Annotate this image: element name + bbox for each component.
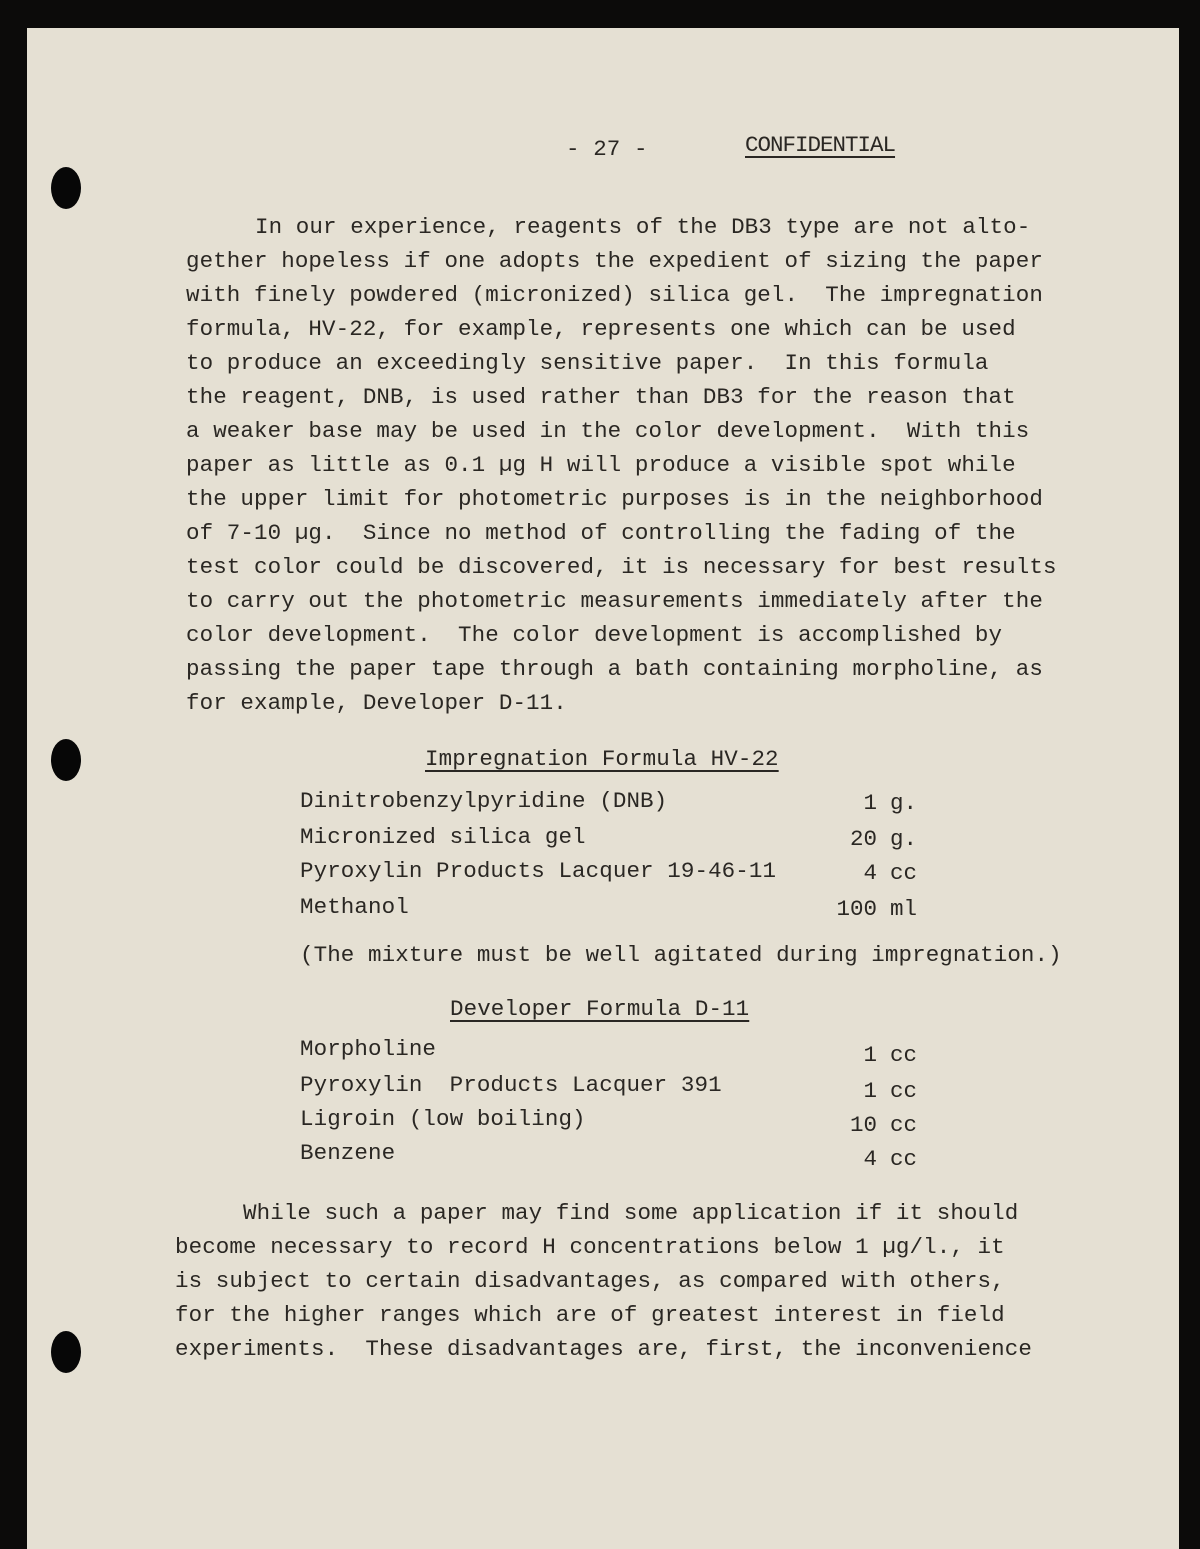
ingredient-quantity: 4 (863, 1146, 877, 1172)
text-line: While such a paper may find some application if it should (243, 1200, 1019, 1226)
text-line: for example, Developer D-11. (186, 690, 567, 716)
text-line: for the higher ranges which are of greatest interest in field (175, 1302, 1005, 1328)
text-line: formula, HV-22, for example, represents one which can be used (186, 316, 1016, 342)
text-line: the reagent, DNB, is used rather than DB3 for the reason that (186, 384, 1016, 410)
text-line: color development. The color development is accomplished by (186, 622, 1003, 648)
punch-hole (51, 1331, 81, 1373)
ingredient-name: Benzene (300, 1140, 396, 1166)
ingredient-unit: ml (890, 896, 918, 922)
ingredient-name: Pyroxylin Products Lacquer 19-46-11 (300, 858, 777, 884)
impregnation-title: Impregnation Formula HV-22 (425, 746, 779, 772)
ingredient-unit: cc (890, 860, 918, 886)
text-line: In our experience, reagents of the DB3 type are not alto- (255, 214, 1031, 240)
punch-hole (51, 739, 81, 781)
impregnation-note: (The mixture must be well agitated during impregnation.) (300, 942, 1062, 968)
ingredient-quantity: 4 (863, 860, 877, 886)
ingredient-quantity: 10 (849, 1112, 877, 1138)
text-line: is subject to certain disadvantages, as compared with others, (175, 1268, 1005, 1294)
text-line: test color could be discovered, it is necessary for best results (186, 554, 1057, 580)
text-line: passing the paper tape through a bath containing morpholine, as (186, 656, 1043, 682)
ingredient-unit: cc (890, 1146, 918, 1172)
ingredient-quantity: 1 (863, 1078, 877, 1104)
text-line: of 7-10 µg. Since no method of controlling the fading of the (186, 520, 1016, 546)
text-line: experiments. These disadvantages are, first, the inconvenience (175, 1336, 1032, 1362)
text-line: to produce an exceedingly sensitive paper. In this formula (186, 350, 989, 376)
ingredient-quantity: 20 (849, 826, 877, 852)
ingredient-unit: cc (890, 1042, 918, 1068)
page-number: - 27 - (566, 136, 648, 162)
punch-hole (51, 167, 81, 209)
ingredient-unit: cc (890, 1112, 918, 1138)
ingredient-unit: g. (890, 790, 918, 816)
ingredient-quantity: 1 (863, 790, 877, 816)
ingredient-unit: g. (890, 826, 918, 852)
ingredient-name: Dinitrobenzylpyridine (DNB) (300, 788, 668, 814)
text-line: paper as little as 0.1 µg H will produce a visible spot while (186, 452, 1016, 478)
text-line: with finely powdered (micronized) silica gel. The impregnation (186, 282, 1043, 308)
ingredient-quantity: 100 (836, 896, 877, 922)
ingredient-name: Pyroxylin Products Lacquer 391 (300, 1072, 722, 1098)
ingredient-unit: cc (890, 1078, 918, 1104)
developer-title: Developer Formula D-11 (450, 996, 750, 1022)
ingredient-name: Methanol (300, 894, 409, 920)
ingredient-name: Ligroin (low boiling) (300, 1106, 586, 1132)
ingredient-name: Morpholine (300, 1036, 437, 1062)
text-line: become necessary to record H concentrations below 1 µg/l., it (175, 1234, 1005, 1260)
text-line: to carry out the photometric measurements immediately after the (186, 588, 1043, 614)
text-line: the upper limit for photometric purposes is in the neighborhood (186, 486, 1043, 512)
confidential-label: CONFIDENTIAL (745, 132, 896, 158)
ingredient-quantity: 1 (863, 1042, 877, 1068)
text-line: gether hopeless if one adopts the expedient of sizing the paper (186, 248, 1043, 274)
ingredient-name: Micronized silica gel (300, 824, 586, 850)
text-line: a weaker base may be used in the color development. With this (186, 418, 1030, 444)
